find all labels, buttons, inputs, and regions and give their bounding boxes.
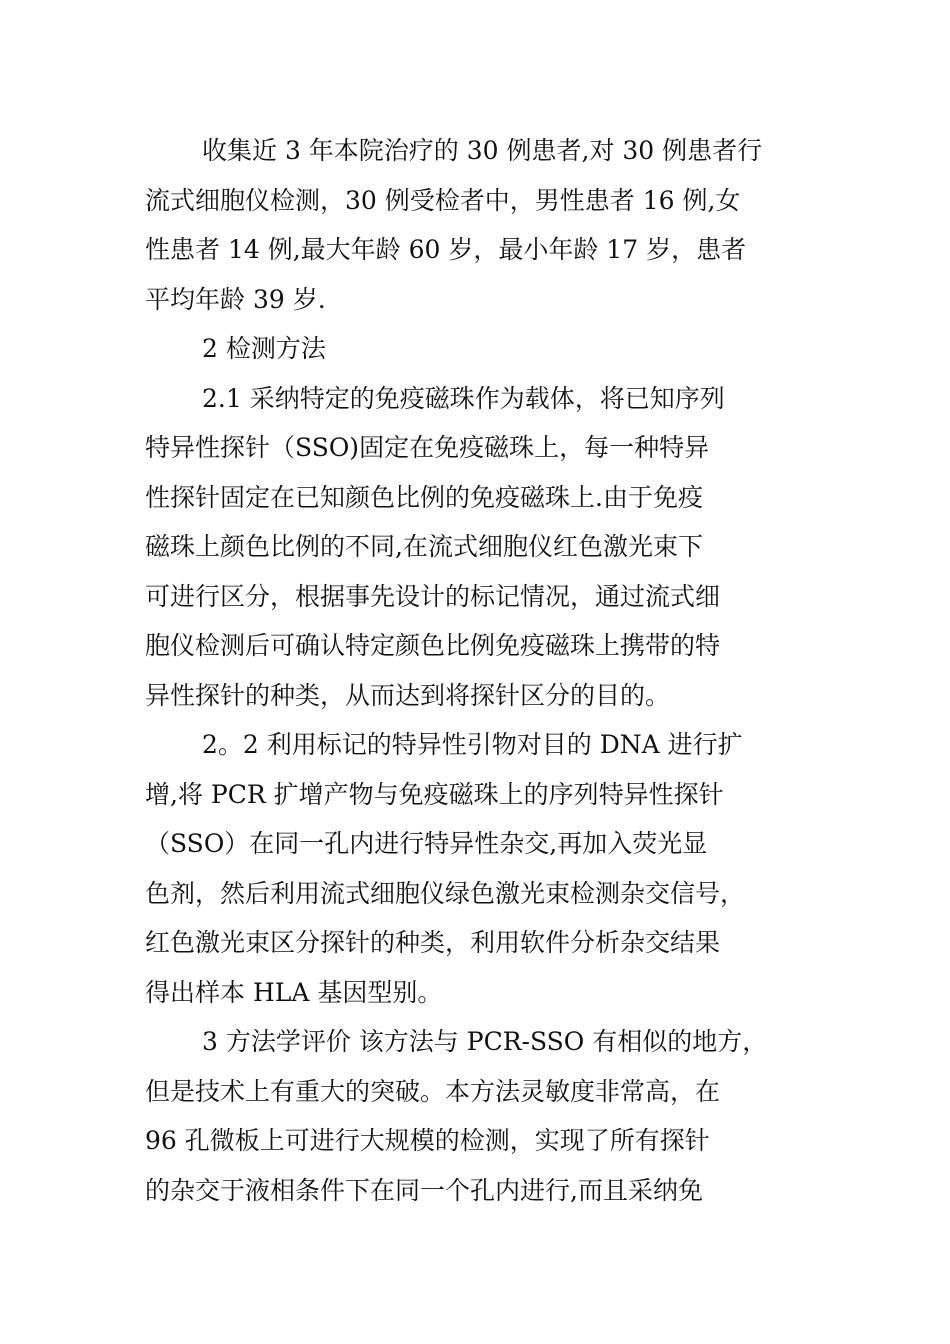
text-line: 96 孔微板上可进行大规模的检测，实现了所有探针 bbox=[145, 1126, 710, 1155]
text-line: 收集近 3 年本院治疗的 30 例患者,对 30 例患者行 bbox=[202, 136, 763, 165]
text-line: 2。2 利用标记的特异性引物对目的 DNA 进行扩 bbox=[202, 730, 743, 759]
text-line: 红色激光束区分探针的种类，利用软件分析杂交结果 bbox=[145, 928, 721, 957]
text-line: 增,将 PCR 扩增产物与免疫磁珠上的序列特异性探针 bbox=[145, 779, 724, 809]
text-line: 平均年龄 39 岁. bbox=[145, 284, 326, 314]
text-line: 的杂交于液相条件下在同一个孔内进行,而且采纳免 bbox=[145, 1175, 703, 1205]
text-line: 流式细胞仪检测，30 例受检者中，男性患者 16 例,女 bbox=[145, 185, 741, 215]
text-line: 但是技术上有重大的突破。本方法灵敏度非常高，在 bbox=[145, 1076, 721, 1106]
text-line: （SSO）在同一孔内进行特异性杂交,再加入荧光显 bbox=[145, 829, 708, 858]
text-line: 特异性探针（SSO)固定在免疫磁珠上，每一种特异 bbox=[145, 433, 710, 462]
text-line: 胞仪检测后可确认特定颜色比例免疫磁珠上携带的特 bbox=[145, 631, 721, 660]
text-line: 可进行区分，根据事先设计的标记情况，通过流式细 bbox=[145, 581, 721, 611]
text-line: 磁珠上颜色比例的不同,在流式细胞仪红色激光束下 bbox=[145, 532, 703, 561]
text-line: 得出样本 HLA 基因型别。 bbox=[145, 977, 443, 1007]
body-text bbox=[145, 126, 835, 1215]
text-line: 色剂，然后利用流式细胞仪绿色激光束检测杂交信号， bbox=[145, 878, 746, 908]
text-line: 性患者 14 例,最大年龄 60 岁，最小年龄 17 岁，患者 bbox=[145, 235, 747, 264]
text-line: 异性探针的种类，从而达到将探针区分的目的。 bbox=[145, 680, 671, 710]
text-line: 2 检测方法 bbox=[202, 334, 326, 363]
text-line: 性探针固定在已知颜色比例的免疫磁珠上.由于免疫 bbox=[145, 482, 703, 512]
text-line: 2.1 采纳特定的免疫磁珠作为载体，将已知序列 bbox=[202, 383, 725, 413]
text-line: 3 方法学评价 该方法与 PCR-SSO 有相似的地方， bbox=[202, 1027, 768, 1056]
